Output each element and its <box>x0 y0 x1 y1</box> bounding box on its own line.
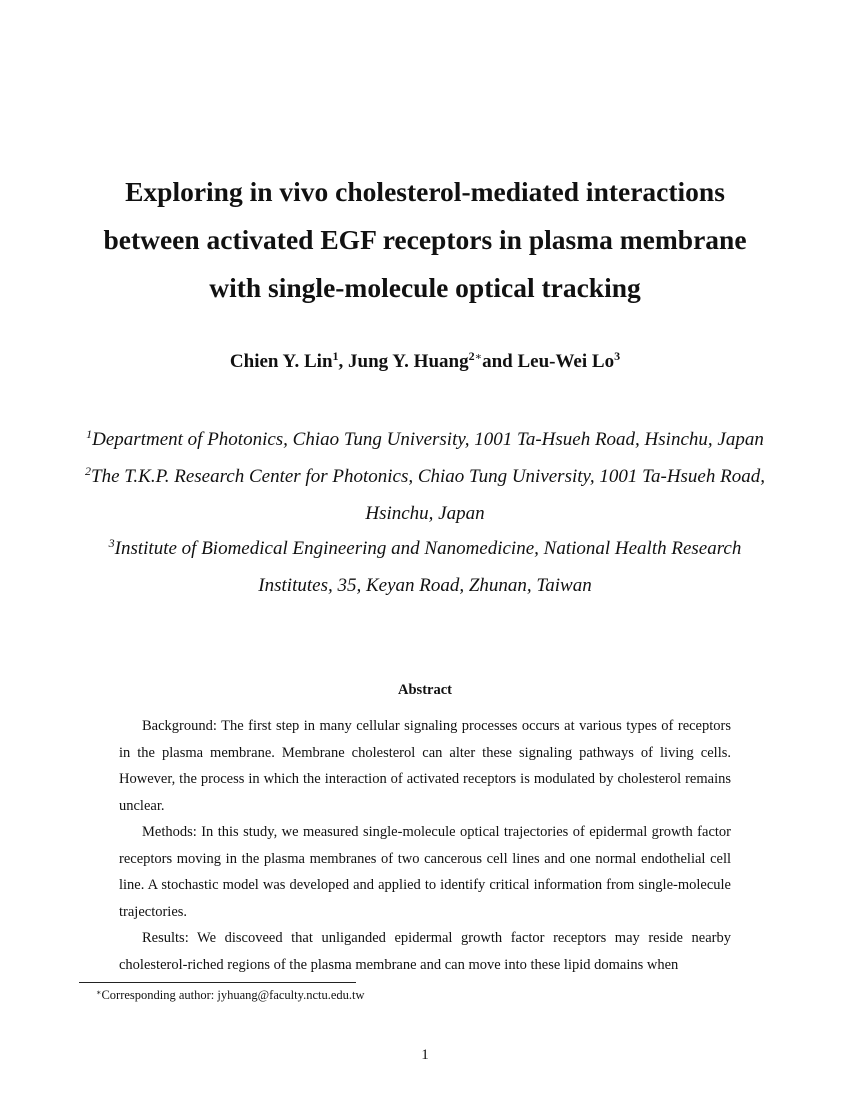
title-line: between activated EGF receptors in plasma membrane <box>103 224 747 255</box>
affiliation-text: Institute of Biomedical Engineering and Nanomedicine, National Health Research Institutes, 35, Keyan Road, Zhunan, Taiwan <box>114 538 742 596</box>
footnote <box>96 986 365 1006</box>
footnote-mark: ∗ <box>96 988 102 997</box>
title-line: with single-molecule optical tracking <box>209 272 641 303</box>
author-affiliation-mark: 1 <box>332 349 339 363</box>
affiliation-text: Department of Photonics, Chiao Tung University, 1001 Ta-Hsueh Road, Hsinchu, Japan <box>92 429 764 450</box>
corresponding-author-mark: ∗ <box>474 351 483 363</box>
affiliation <box>82 422 768 459</box>
affiliation-mark: 2 <box>85 464 91 478</box>
footnote-divider <box>79 982 356 983</box>
author-name: Jung Y. Huang <box>348 351 469 372</box>
affiliation-text: The T.K.P. Research Center for Photonics, Chiao Tung University, 1001 Ta-Hsueh Road, Hsinchu, Japan <box>91 466 765 524</box>
affiliation-mark: 3 <box>108 536 115 550</box>
affiliation-mark: 1 <box>86 427 93 441</box>
author-affiliation-mark: 2 <box>468 349 475 363</box>
affiliation-list <box>82 422 768 603</box>
affiliation <box>82 531 768 603</box>
page-number: 1 <box>421 1047 429 1063</box>
affiliation <box>82 459 768 531</box>
footnote-text: Corresponding author: jyhuang@faculty.nctu.edu.tw <box>101 988 365 1002</box>
author-affiliation-mark: 3 <box>614 349 621 363</box>
abstract-body <box>119 713 731 978</box>
title-line: Exploring in vivo cholesterol-mediated interactions <box>125 176 725 207</box>
author-separator: , <box>338 351 349 372</box>
author-separator: and <box>482 351 518 372</box>
paper-title <box>60 168 790 312</box>
author-name: Leu-Wei Lo <box>517 351 615 372</box>
author-list <box>60 348 790 378</box>
author-name: Chien Y. Lin <box>229 351 333 372</box>
abstract-paragraph: Background: The first step in many cellular signaling processes occurs at various types of receptors in the plasma membrane. Membrane cholesterol can alter these signaling pathways of living cells. However, the process in which the interaction of activated receptors is modulated by cholesterol remains unclear. <box>119 718 731 814</box>
abstract-heading: Abstract <box>398 682 452 698</box>
abstract-paragraph: Methods: In this study, we measured single-molecule optical trajectories of epidermal growth factor receptors moving in the plasma membranes of two cancerous cell lines and one normal endothelial cell line. A stochastic model was developed and applied to identify critical information from single-molecule trajectories. <box>119 824 731 920</box>
abstract-paragraph: Results: We discoveed that unliganded epidermal growth factor receptors may reside nearby cholesterol-riched regions of the plasma membrane and can move into these lipid domains when <box>119 930 731 973</box>
